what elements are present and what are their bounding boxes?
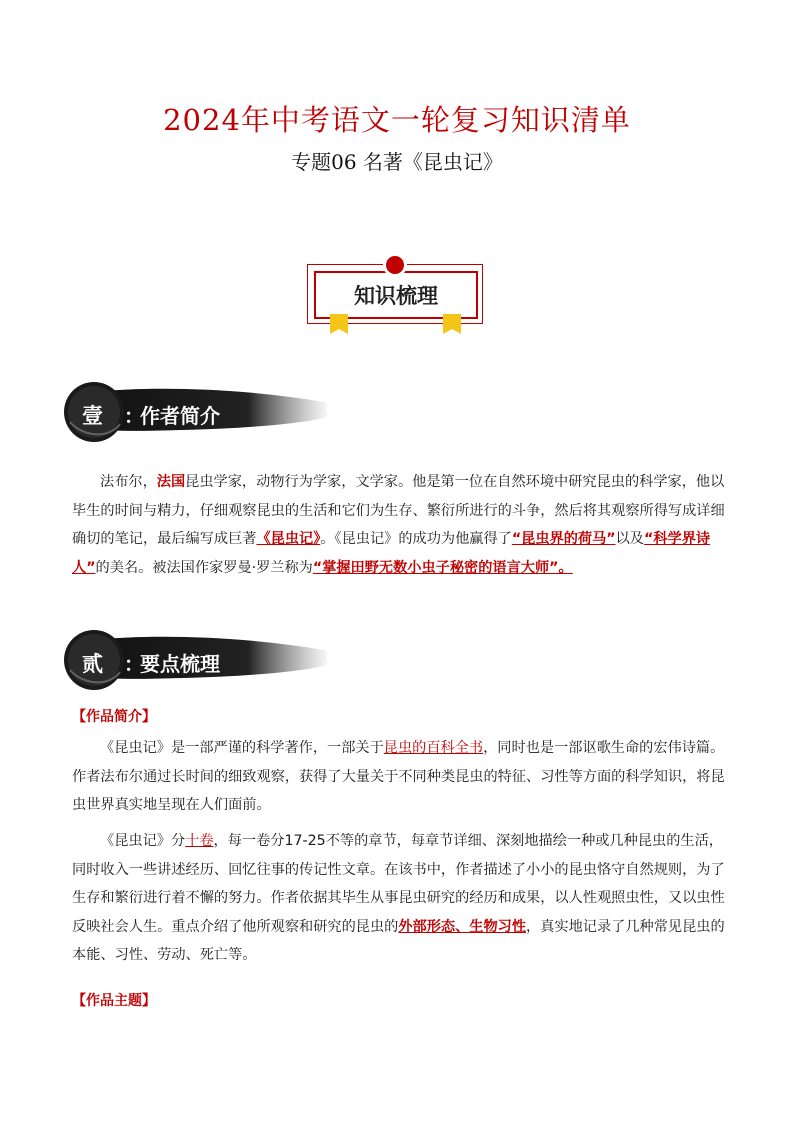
section-number: 壹 bbox=[82, 404, 103, 428]
section-header-author bbox=[62, 378, 342, 448]
tag-work-theme: 【作品主题】 bbox=[72, 993, 156, 1009]
section-number: 贰 bbox=[82, 652, 103, 676]
section-colon: ： bbox=[124, 652, 144, 676]
section-colon: ： bbox=[124, 404, 144, 428]
yellow-ribbon-icon bbox=[443, 314, 461, 334]
yellow-ribbon-icon bbox=[330, 314, 348, 334]
section-title: 作者简介 bbox=[140, 404, 220, 428]
author-paragraph: 法布尔，法国昆虫学家，动物行为学家，文学家。他是第一位在自然环境中研究昆虫的科学家，他以毕生的时间与精力，仔细观察昆虫的生活和它们为生存、繁衍所进行的斗争，然后将其观察所得写成详细确切的笔记，最后编写成巨著《昆虫记》。《昆虫记》的成功为他赢得了“昆虫界的荷马”以及“科学界诗人”的美名。被法国作家罗曼·罗兰称为“掌握田野无数小虫子秘密的语言大师”。 bbox=[72, 474, 725, 576]
red-dot-icon bbox=[386, 256, 404, 274]
page-title: 2024年中考语文一轮复习知识清单 bbox=[163, 103, 631, 137]
knowledge-box-label: 知识梳理 bbox=[314, 271, 478, 319]
section-header-key-points bbox=[62, 626, 342, 696]
page-subtitle: 专题06 名著《昆虫记》 bbox=[291, 150, 503, 174]
section-title: 要点梳理 bbox=[140, 652, 220, 676]
intro-paragraph-1: 《昆虫记》是一部严谨的科学著作，一部关于昆虫的百科全书，同时也是一部讴歌生命的宏伟诗篇。作者法布尔通过长时间的细致观察，获得了大量关于不同种类昆虫的特征、习性等方面的科学知识，将昆虫世界真实地呈现在人们面前。 bbox=[72, 740, 725, 813]
tag-work-intro: 【作品简介】 bbox=[72, 709, 156, 725]
intro-paragraph-2: 《昆虫记》分十卷，每一卷分17-25不等的章节，每章节详细、深刻地描绘一种或几种昆虫的生活，同时收入一些讲述经历、回忆往事的传记性文章。在该书中，作者描述了小小的昆虫恪守自然规则，为了生存和繁衍进行着不懈的努力。作者依据其毕生从事昆虫研究的经历和成果，以人性观照虫性，又以虫性反映社会人生。重点介绍了他所观察和研究的昆虫的外部形态、生物习性，真实地记录了几种常见昆虫的本能、习性、劳动、死亡等。 bbox=[72, 833, 725, 963]
knowledge-box bbox=[307, 264, 483, 324]
